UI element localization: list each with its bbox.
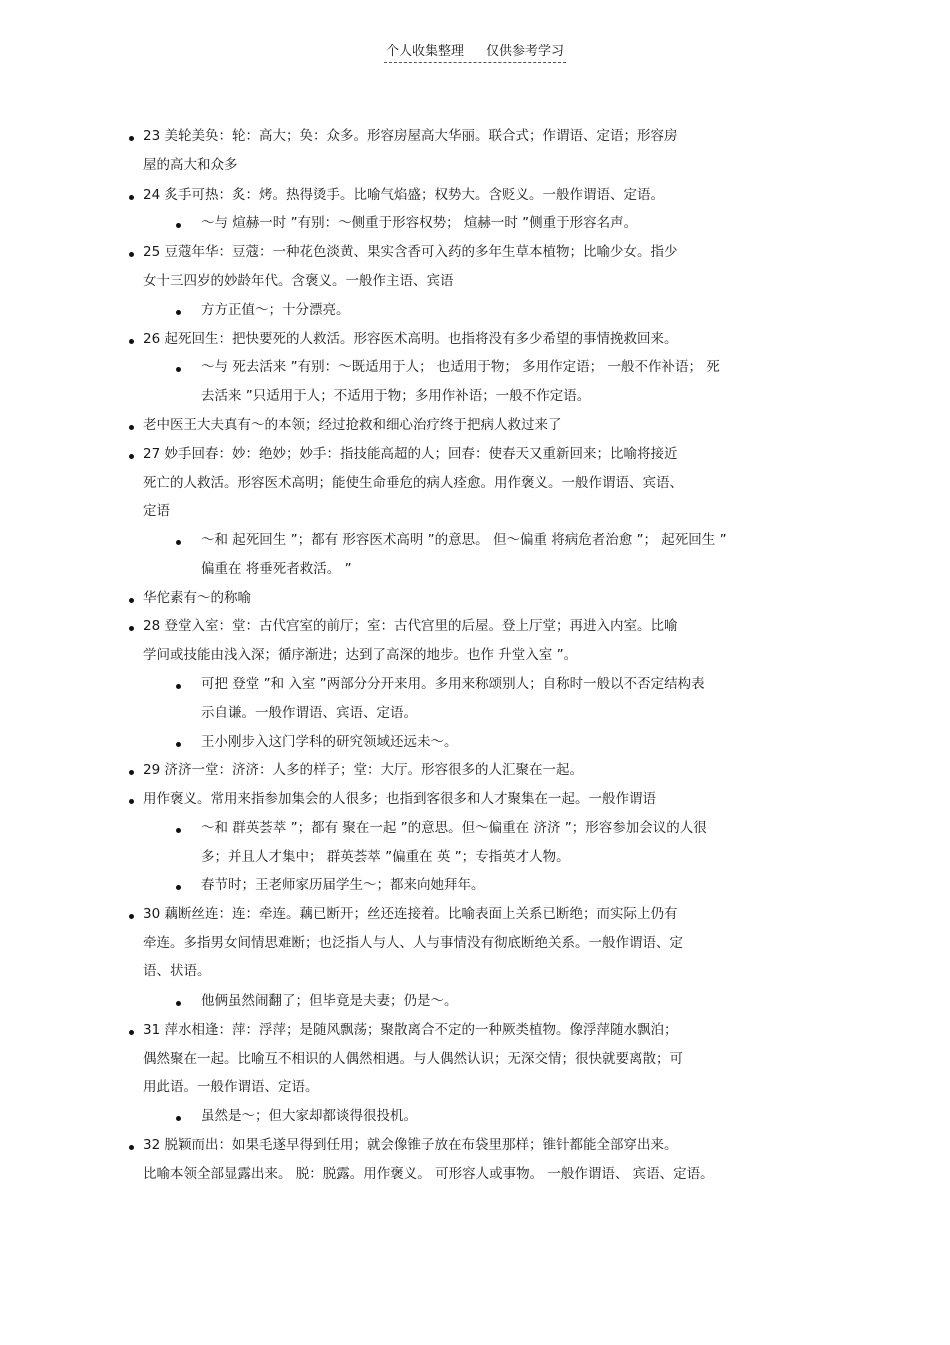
text-line: 华佗素有～的称喻 [143, 590, 251, 606]
text-line: 用此语。一般作谓语、定语。 [143, 1079, 319, 1096]
text-line: 定语 [143, 503, 170, 520]
text-line: 他俩虽然闹翻了；但毕竟是夫妻；仍是～。 [201, 993, 458, 1009]
text-line: 28 登堂入室：堂：古代宫室的前厅；室：古代宫里的后屋。登上厅堂；再进入内室。比喻 [143, 618, 678, 634]
text-line: ～与 死去活来 ”有别：～既适用于人； 也适用于物； 多用作定语； 一般不作补语； 死 [201, 359, 720, 375]
bullet-icon [176, 885, 181, 890]
text-line: 32 脱颖而出：如果毛遂早得到任用；就会像锥子放在布袋里那样；锥针都能全部穿出来。 [143, 1137, 678, 1153]
bullet-icon [129, 914, 134, 919]
text-line: 偏重在 将垂死者救活。 ” [201, 560, 352, 577]
text-line: 春节时；王老师家历届学生～；都来向她拜年。 [201, 877, 485, 893]
text-line: 24 炙手可热：炙：烤。热得烫手。比喻气焰盛；权势大。含贬义。一般作谓语、定语。 [143, 187, 664, 203]
bullet-icon [176, 742, 181, 747]
text-line: 27 妙手回春：妙：绝妙；妙手：指技能高超的人；回春：使春天又重新回来；比喻将接近 [143, 446, 678, 462]
bullet-icon [176, 223, 181, 228]
text-line: 死亡的人救活。形容医术高明；能使生命垂危的病人痊愈。用作褒义。一般作谓语、宾语、 [143, 474, 683, 491]
bullet-icon [129, 339, 134, 344]
bullet-icon [176, 367, 181, 372]
text-line: ～与 煊赫一时 ”有别：～侧重于形容权势； 煊赫一时 ”侧重于形容名声。 [201, 215, 638, 231]
text-line: ～和 群英荟萃 ”；都有 聚在一起 ”的意思。但～偏重在 济济 ”；形容参加会议的人很 [201, 820, 707, 836]
bullet-icon [129, 454, 134, 459]
bullet-icon [129, 425, 134, 430]
bullet-icon [129, 799, 134, 804]
text-line: 23 美轮美奂：轮：高大；奂：众多。形容房屋高大华丽。联合式；作谓语、定语；形容房 [143, 128, 678, 144]
text-line: 虽然是～；但大家却都谈得很投机。 [201, 1108, 417, 1124]
bullet-icon [129, 195, 134, 200]
text-line: 偶然聚在一起。比喻互不相识的人偶然相遇。与人偶然认识；无深交情；很快就要离散；可 [143, 1050, 683, 1067]
text-line: 比喻本领全部显露出来。 脱：脱露。用作褒义。 可形容人或事物。 一般作谓语、 宾语、定语。 [143, 1165, 714, 1182]
text-line: 方方正值～；十分漂亮。 [201, 302, 350, 318]
bullet-icon [176, 1001, 181, 1006]
text-line: 学问或技能由浅入深；循序渐进；达到了高深的地步。也作 升堂入室 ”。 [143, 646, 578, 663]
bullet-icon [129, 1030, 134, 1035]
text-line: 用作褒义。常用来指参加集会的人很多；也指到客很多和人才聚集在一起。一般作谓语 [143, 791, 656, 807]
bullet-icon [129, 598, 134, 603]
text-line: 牵连。多指男女间情思难断；也泛指人与人、人与事情没有彻底断绝关系。一般作谓语、定 [143, 934, 683, 951]
page-header [0, 40, 950, 63]
bullet-icon [129, 770, 134, 775]
bullet-icon [129, 626, 134, 631]
bullet-icon [176, 1116, 181, 1121]
bullet-icon [176, 540, 181, 545]
text-line: 多；并且人才集中； 群英荟萃 ”偏重在 英 ”；专指英才人物。 [201, 848, 570, 865]
text-line: 屋的高大和众多 [143, 156, 238, 173]
text-line: 语、状语。 [143, 963, 211, 980]
text-line: 26 起死回生：把快要死的人救活。形容医术高明。也指将没有多少希望的事情挽救回来。 [143, 331, 678, 347]
bullet-icon [176, 684, 181, 689]
text-line: ～和 起死回生 ”；都有 形容医术高明 ”的意思。 但～偏重 将病危者治愈 ”； 起死回生 ” [201, 532, 727, 548]
text-line: 去活来 ”只适用于人；不适用于物；多用作补语；一般不作定语。 [201, 387, 591, 404]
text-line: 王小刚步入这门学科的研究领域还远未～。 [201, 734, 458, 750]
header-left-text: 个人收集整理 [385, 44, 464, 59]
bullet-icon [129, 1145, 134, 1150]
header-line [384, 40, 566, 63]
text-line: 31 萍水相逢：萍：浮萍；是随风飘荡；聚散离合不定的一种厥类植物。像浮萍随水飘泊； [143, 1022, 678, 1038]
text-line: 老中医王大夫真有～的本领；经过抢救和细心治疗终于把病人救过来了 [143, 417, 562, 433]
text-line: 女十三四岁的妙龄年代。含褒义。一般作主语、宾语 [143, 272, 454, 289]
bullet-icon [129, 252, 134, 257]
text-line: 25 豆蔻年华：豆蔻：一种花色淡黄、果实含香可入药的多年生草本植物；比喻少女。指少 [143, 244, 678, 260]
text-line: 29 济济一堂：济济：人多的样子；堂：大厅。形容很多的人汇聚在一起。 [143, 762, 583, 778]
text-line: 30 藕断丝连：连：牵连。藕已断开；丝还连接着。比喻表面上关系已断绝；而实际上仍有 [143, 906, 678, 922]
text-line: 可把 登堂 ”和 入室 ”两部分分开来用。多用来称颂别人；自称时一般以不否定结构表 [201, 676, 705, 692]
bullet-icon [176, 828, 181, 833]
bullet-icon [176, 310, 181, 315]
bullet-icon [129, 136, 134, 141]
header-right-text: 仅供参考学习 [486, 44, 565, 59]
text-line: 示自谦。一般作谓语、宾语、定语。 [201, 704, 417, 721]
